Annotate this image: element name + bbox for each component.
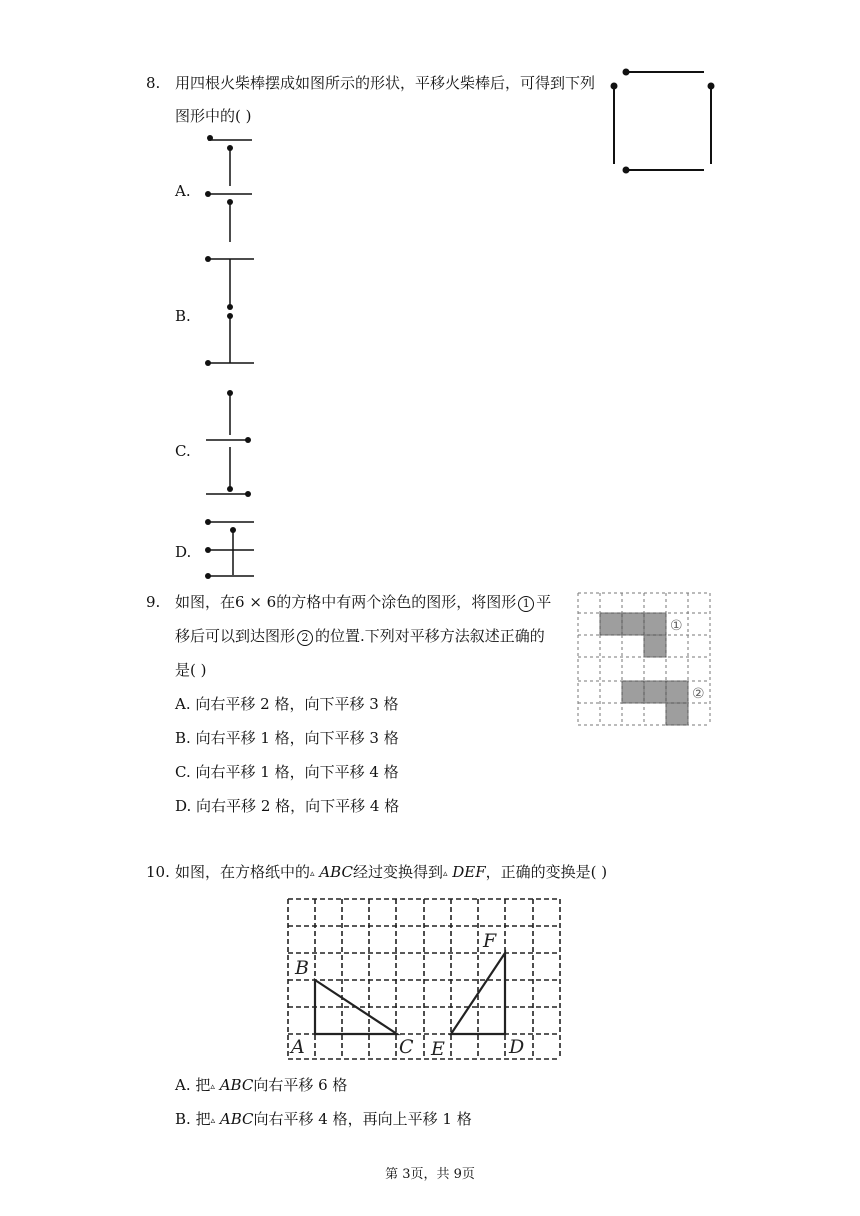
q9-option-label: A. [175, 695, 191, 713]
q10-label-d: D [509, 1036, 525, 1058]
q9-option-text: 向右平移 2 格，向下平移 4 格 [196, 797, 400, 815]
q9-option-text: 向右平移 1 格，向下平移 4 格 [195, 763, 399, 781]
q9-option-text: 向右平移 2 格，向下平移 3 格 [195, 695, 399, 713]
page-footer: 第 3页，共 9页 [385, 1167, 475, 1182]
q9-fig-label-1: ① [670, 618, 683, 634]
q9-option-label: B. [175, 729, 191, 747]
q9-grid-size: 6 × 6 [235, 593, 277, 611]
q10-triangle-abc: ABC [319, 863, 353, 881]
q10-option-abc: ABC [219, 1110, 254, 1128]
q9-option-b [175, 728, 399, 748]
q9-option-text: 向右平移 1 格，向下平移 3 格 [195, 729, 399, 747]
q8-option-d-label: D. [175, 543, 192, 561]
q8-option-c-figure [200, 385, 260, 505]
q9-grid-figure [576, 591, 714, 731]
q10-option-text: 把 [195, 1076, 211, 1094]
q9-shape1-marker: 1 [518, 596, 534, 612]
q10-label-c: C [399, 1036, 414, 1058]
q10-grid-figure [287, 897, 563, 1063]
q10-option-text: 向右平移 4 格，再向上平移 1 格 [253, 1110, 472, 1128]
q9-option-c [175, 762, 399, 782]
q10-option-text: 把 [195, 1110, 211, 1128]
q10-label-e: E [431, 1038, 445, 1060]
q10-option-abc: ABC [219, 1076, 254, 1094]
q9-stem-line2 [175, 626, 545, 646]
q9-number: 9. [146, 593, 161, 611]
q10-text: 如图，在方格纸中的 [175, 863, 311, 881]
q10-option-label: A. [175, 1076, 191, 1094]
q9-text: 移后可以到达图形 [175, 627, 296, 645]
q10-label-b: B [295, 957, 309, 979]
q9-text: 如图，在 [175, 593, 236, 611]
q8-option-c-label: C. [175, 442, 191, 460]
triangle-icon: ▵ [210, 1082, 215, 1092]
q10-option-text: 向右平移 6 格 [253, 1076, 348, 1094]
q9-option-d [175, 796, 399, 816]
q10-option-label: B. [175, 1110, 191, 1128]
q9-text: 的方格中有两个涂色的图形，将图形 [276, 593, 517, 611]
q8-matchstick-square-figure [600, 60, 720, 180]
q10-text: ，正确的变换是( ) [485, 863, 608, 881]
q9-option-label: C. [175, 763, 191, 781]
triangle-icon: ▵ [310, 869, 315, 879]
triangle-icon: ▵ [210, 1116, 216, 1126]
q10-stem [175, 862, 607, 884]
q9-fig-label-2: ② [692, 686, 705, 702]
q10-text: 经过变换得到 [352, 863, 443, 881]
triangle-icon: ▵ [442, 869, 448, 879]
q8-number: 8. [146, 74, 161, 92]
q10-triangle-def: DEF [452, 863, 486, 881]
q10-option-a [175, 1075, 347, 1097]
q8-option-d-figure [200, 515, 260, 583]
q8-stem-line2: 图形中的( ) [175, 107, 252, 125]
q8-option-b-figure [200, 250, 260, 370]
q9-text: 的位置.下列对平移方法叙述正确的 [315, 627, 545, 645]
q8-stem-line1: 用四根火柴棒摆成如图所示的形状，平移火柴棒后，可得到下列 [175, 74, 596, 92]
q8-option-a-figure [200, 130, 260, 250]
q10-label-a: A [291, 1036, 305, 1058]
q9-text: 平 [536, 593, 552, 611]
q8-option-b-label: B. [175, 307, 191, 325]
q9-stem-line1 [175, 592, 551, 612]
q8-option-a-label: A. [175, 182, 191, 200]
q10-label-f: F [483, 930, 497, 952]
q9-option-a [175, 694, 399, 714]
q9-option-label: D. [175, 797, 192, 815]
q10-number: 10. [146, 863, 170, 881]
q10-option-b [175, 1109, 472, 1131]
q9-shape2-marker: 2 [297, 630, 313, 646]
q9-stem-line3: 是( ) [175, 661, 207, 679]
